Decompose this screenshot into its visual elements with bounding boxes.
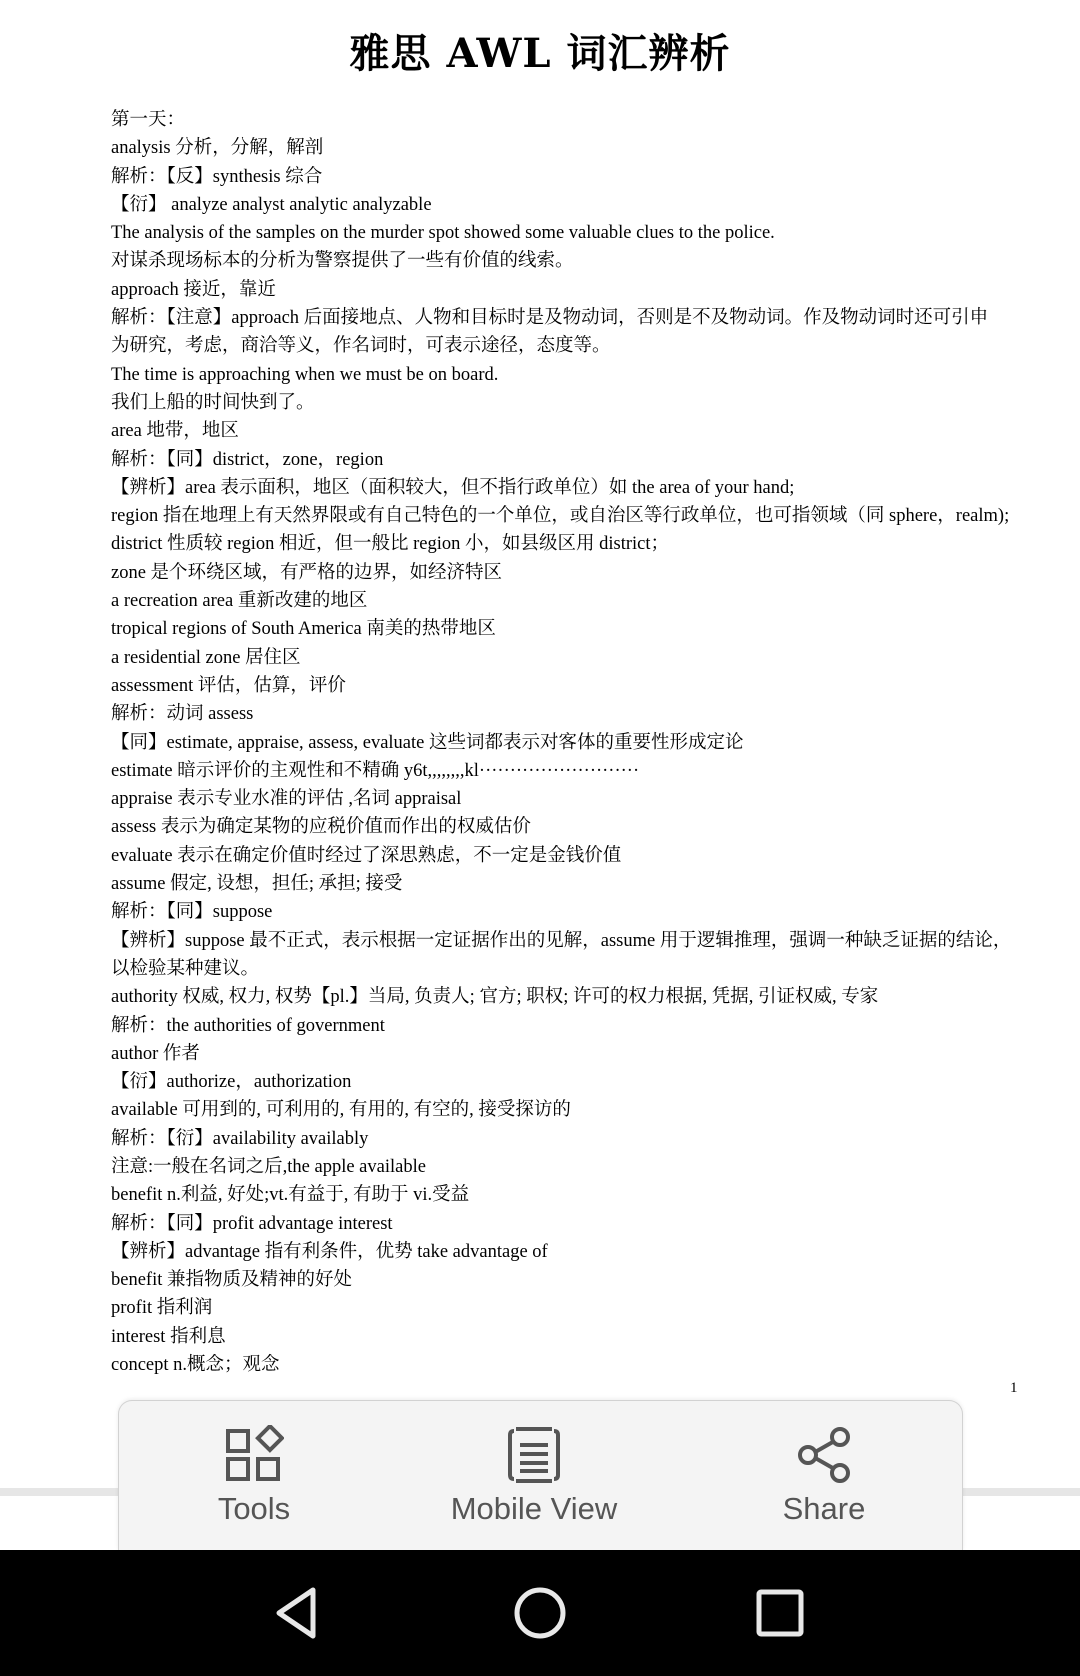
back-triangle-icon [263, 1578, 333, 1648]
text-line: area 地带，地区 [111, 421, 239, 442]
recent-apps-button[interactable] [745, 1578, 815, 1648]
document-body [111, 106, 1021, 1379]
mobile-view-icon [504, 1425, 564, 1485]
text-line: 我们上船的时间快到了。 [111, 392, 315, 413]
text-line: a residential zone 居住区 [111, 647, 301, 668]
back-button[interactable] [263, 1578, 333, 1648]
text-line: 【辨析】area 表示面积，地区（面积较大，但不指行政单位）如 the area of your hand; [111, 477, 795, 498]
text-line: evaluate 表示在确定价值时经过了深思熟虑，不一定是金钱价值 [111, 845, 622, 866]
text-line: 以检验某种建议。 [111, 958, 260, 979]
text-line: 【衍】 analyze analyst analytic analyzable [111, 194, 432, 215]
text-line: The time is approaching when we must be on board. [111, 364, 499, 385]
text-line: profit 指利润 [111, 1298, 213, 1319]
text-line: region 指在地理上有天然界限或有自己特色的一个单位，或自治区等行政单位，也可指领域（同 sphere，realm); [111, 506, 1010, 527]
text-line: 解析：【衍】availability availably [111, 1128, 369, 1149]
text-line: 解析：【同】district，zone，region [111, 449, 384, 470]
share-label: Share [782, 1491, 866, 1526]
text-line: estimate 暗示评价的主观性和不精确 y6t,,,,,,,,kl·························· [111, 760, 640, 781]
tools-button[interactable] [179, 1401, 329, 1551]
text-line: concept n.概念；观念 [111, 1355, 280, 1376]
page-number: 1 [1010, 1380, 1018, 1396]
document-title: 雅思 AWL 词汇辨析 [349, 30, 731, 77]
text-line: 为研究，考虑，商洽等义，作名词时，可表示途径，态度等。 [111, 336, 611, 357]
text-line: 第一天： [111, 110, 186, 130]
system-navigation-bar [0, 1550, 1080, 1676]
text-line: a recreation area 重新改建的地区 [111, 591, 368, 612]
tools-grid-icon [224, 1425, 284, 1485]
text-line: approach 接近，靠近 [111, 279, 276, 300]
text-line: 解析：【同】suppose [111, 902, 273, 923]
text-line: appraise 表示专业水准的评估 ,名词 appraisal [111, 789, 462, 810]
mobile-view-button[interactable] [409, 1401, 659, 1551]
text-line: benefit n.利益, 好处;vt.有益于, 有助于 vi.受益 [111, 1185, 470, 1206]
text-line: benefit 兼指物质及精神的好处 [111, 1270, 352, 1291]
text-line: 解析：the authorities of government [111, 1015, 385, 1036]
text-line: 解析：【同】profit advantage interest [111, 1213, 393, 1234]
text-line: assume 假定, 设想，担任; 承担; 接受 [111, 874, 403, 895]
text-line: assess 表示为确定某物的应税价值而作出的权威估价 [111, 817, 531, 838]
text-line: 注意:一般在名词之后,the apple available [111, 1156, 426, 1177]
bottom-toolbar [118, 1400, 963, 1551]
text-line: 解析：动词 assess [111, 704, 254, 725]
share-button[interactable] [749, 1401, 899, 1551]
text-line: tropical regions of South America 南美的热带地区 [111, 619, 496, 640]
text-line: 【衍】authorize，authorization [111, 1072, 352, 1093]
text-line: 【辨析】suppose 最不正式，表示根据一定证据作出的见解，assume 用于逻辑推理，强调一种缺乏证据的结论， [111, 930, 1012, 951]
text-line: zone 是个环绕区域，有严格的边界，如经济特区 [111, 562, 503, 583]
text-line: interest 指利息 [111, 1326, 226, 1347]
share-icon [794, 1425, 854, 1485]
text-line: analysis 分析，分解，解剖 [111, 138, 324, 159]
text-line: 【同】estimate, appraise, assess, evaluate 这些词都表示对客体的重要性形成定论 [111, 732, 744, 753]
text-line: 解析：【注意】approach 后面接地点、人物和目标时是及物动词，否则是不及物动词。作及物动词时还可引申 [111, 308, 989, 329]
text-line: district 性质较 region 相近，但一般比 region 小，如县级区用 district； [111, 534, 670, 555]
text-line: author 作者 [111, 1043, 200, 1064]
text-line: assessment 评估，估算，评价 [111, 675, 346, 696]
recent-square-icon [745, 1578, 815, 1648]
text-line: authority 权威, 权力, 权势【pl.】当局, 负责人; 官方; 职权; 许可的权力根据, 凭据, 引证权威, 专家 [111, 987, 879, 1008]
text-line: The analysis of the samples on the murder spot showed some valuable clues to the police. [111, 223, 775, 244]
text-line: 对谋杀现场标本的分析为警察提供了一些有价值的线索。 [111, 251, 574, 272]
text-line: available 可用到的, 可利用的, 有用的, 有空的, 接受探访的 [111, 1100, 571, 1121]
text-line: 解析：【反】synthesis 综合 [111, 166, 323, 187]
home-circle-icon [505, 1578, 575, 1648]
text-line: 【辨析】advantage 指有利条件，优势 take advantage of [111, 1241, 548, 1262]
mobile-view-label: Mobile View [450, 1491, 618, 1526]
home-button[interactable] [505, 1578, 575, 1648]
tools-label: Tools [217, 1491, 291, 1526]
